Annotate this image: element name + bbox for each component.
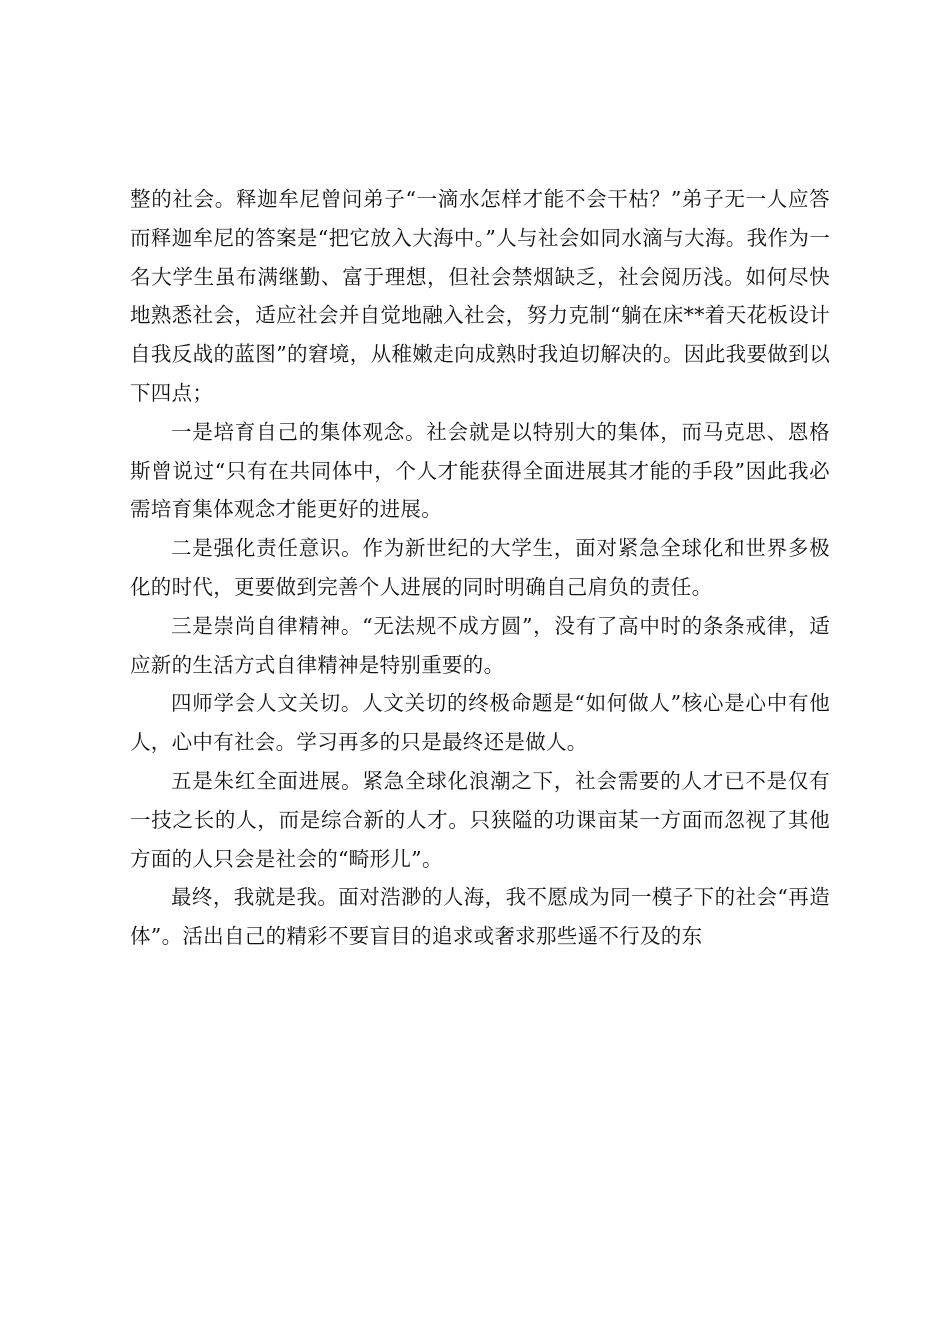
- document-body: [130, 180, 830, 956]
- paragraph-collective-concept: 一是培育自己的集体观念。社会就是以特别大的集体，而马克思、恩格斯曾说过“只有在共同体中，个人才能获得全面进展其才能的手段”因此我必需培育集体观念才能更好的进展。: [130, 419, 830, 522]
- paragraph-continuation: 整的社会。释迦牟尼曾问弟子“一滴水怎样才能不会干枯？”弟子无一人应答而释迦牟尼的答案是“把它放入大海中。”人与社会如同水滴与大海。我作为一名大学生虽布满继勤、富于理想，但社会禁烟缺乏，社会阅历浅。如何尽快地熟悉社会，适应社会并自觉地融入社会，努力克制“躺在床**着天花板设计自我反战的蓝图”的窘境，从稚嫩走向成熟时我迫切解决的。因此我要做到以下四点；: [130, 187, 830, 405]
- paragraph-all-round-development: 五是朱红全面进展。紧急全球化浪潮之下，社会需要的人才已不是仅有一技之长的人，而是综合新的人才。只狭隘的功课亩某一方面而忽视了其他方面的人只会是社会的“畸形儿”。: [130, 768, 830, 871]
- paragraph-conclusion: 最终，我就是我。面对浩渺的人海，我不愿成为同一模子下的社会“再造体”。活出自己的精彩不要盲目的追求或奢求那些遥不行及的东: [130, 885, 830, 949]
- paragraph-responsibility: 二是强化责任意识。作为新世纪的大学生，面对紧急全球化和世界多极化的时代，更要做到完善个人进展的同时明确自己肩负的责任。: [130, 536, 830, 599]
- paragraph-humanistic-care: 四师学会人文关切。人文关切的终极命题是“如何做人”核心是心中有他人，心中有社会。学习再多的只是最终还是做人。: [130, 691, 830, 755]
- paragraph-self-discipline: 三是崇尚自律精神。“无法规不成方圆”，没有了高中时的条条戒律，适应新的生活方式自律精神是特别重要的。: [130, 613, 830, 677]
